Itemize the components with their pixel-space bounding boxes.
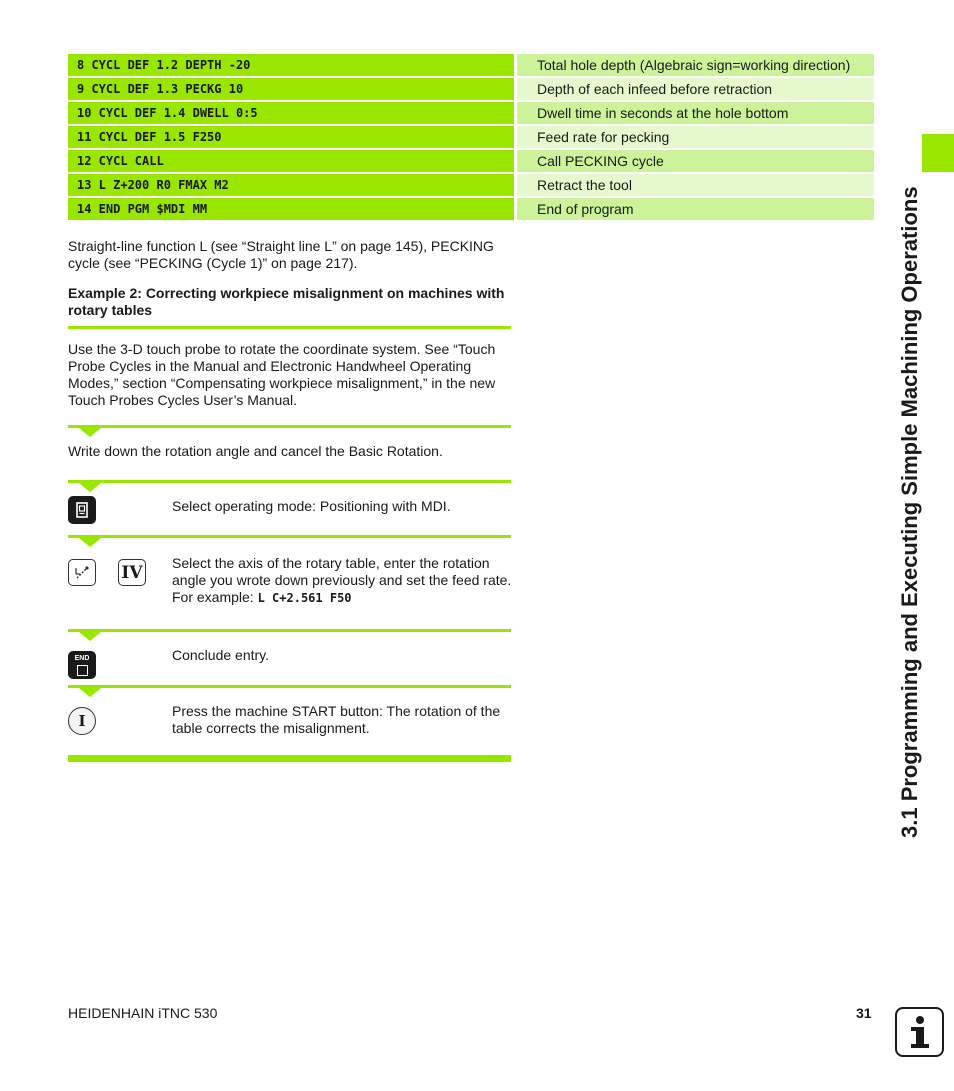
program-code: 11 CYCL DEF 1.5 F250 (68, 126, 514, 148)
end-key-icon (68, 651, 96, 679)
program-description: Call PECKING cycle (517, 150, 874, 172)
step-arrow-icon (79, 688, 101, 697)
step-conclude-text: Conclude entry. (172, 647, 270, 663)
chapter-title: 3.1 Programming and Executing Simple Machining Operations (897, 186, 922, 838)
page-number: 31 (856, 1005, 872, 1021)
program-code: 14 END PGM $MDI MM (68, 198, 514, 220)
example-heading: Example 2: Correcting workpiece misalignment on machines with rotary tables (68, 285, 505, 318)
section-end-rule (68, 755, 511, 762)
step-arrow-icon (79, 632, 101, 641)
program-code: 8 CYCL DEF 1.2 DEPTH -20 (68, 54, 514, 76)
program-code: 9 CYCL DEF 1.3 PECKG 10 (68, 78, 514, 100)
program-description: Total hole depth (Algebraic sign=working direction) (517, 54, 874, 76)
positioning-mdi-key-icon (68, 496, 96, 524)
program-description: End of program (517, 198, 874, 220)
step-rule (68, 480, 511, 483)
nc-start-key: I (68, 707, 96, 735)
table-row (68, 174, 874, 196)
step-rule (68, 425, 511, 428)
table-row (68, 126, 874, 148)
linear-path-key-icon (68, 559, 96, 586)
program-code: 13 L Z+200 R0 FMAX M2 (68, 174, 514, 196)
intro-paragraph: Use the 3-D touch probe to rotate the coordinate system. See “Touch Probe Cycles in the Manual and Electronic Handwheel Operating Modes,” section “Compensating workpiece misalignment,” in the new Touch Probes Cycles User’s Manual. (68, 341, 496, 408)
step-arrow-icon (79, 428, 101, 437)
footer-product-name: HEIDENHAIN iTNC 530 (68, 1005, 218, 1021)
reference-paragraph: Straight-line function L (see “Straight line L” on page 145), PECKING cycle (see “PECKING (Cycle 1)” on page 217). (68, 238, 494, 271)
table-row (68, 78, 874, 100)
table-row (68, 150, 874, 172)
chapter-tab-marker (922, 134, 954, 172)
write-down-instruction: Write down the rotation angle and cancel the Basic Rotation. (68, 443, 443, 459)
table-row (68, 198, 874, 220)
step-rule (68, 535, 511, 538)
step-start-text: Press the machine START button: The rotation of the table corrects the misalignment. (172, 703, 501, 736)
step-mode-text: Select operating mode: Positioning with MDI. (172, 498, 451, 514)
axis-iv-key: IV (118, 559, 146, 586)
table-row (68, 102, 874, 124)
step-axis-text (172, 555, 512, 607)
table-row (68, 54, 874, 76)
step-arrow-icon (79, 483, 101, 492)
program-code: 12 CYCL CALL (68, 150, 514, 172)
step-axis-description: Select the axis of the rotary table, enter the rotation angle you wrote down previously and set the feed rate. For example: (172, 555, 512, 605)
step-rule (68, 685, 511, 688)
info-icon (895, 1007, 944, 1057)
program-description: Depth of each infeed before retraction (517, 78, 874, 100)
step-arrow-icon (79, 538, 101, 547)
section-rule (68, 326, 511, 329)
end-key-label: END (74, 655, 90, 662)
step-rule (68, 629, 511, 632)
end-key-square-icon (77, 665, 88, 676)
program-code: 10 CYCL DEF 1.4 DWELL 0:5 (68, 102, 514, 124)
program-listing-table (68, 54, 874, 222)
example-code: L C+2.561 F50 (257, 591, 352, 605)
program-description: Feed rate for pecking (517, 126, 874, 148)
program-description: Retract the tool (517, 174, 874, 196)
program-description: Dwell time in seconds at the hole bottom (517, 102, 874, 124)
